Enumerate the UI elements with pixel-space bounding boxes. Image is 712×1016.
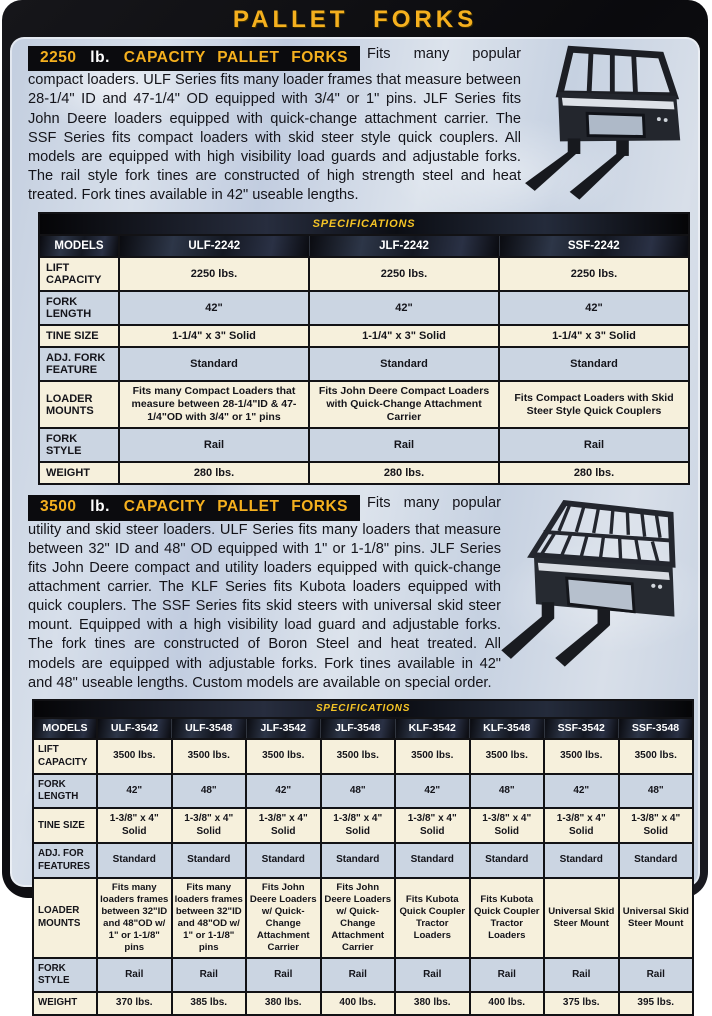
spec-value-cell: Rail — [97, 958, 172, 992]
spec-value-cell: 1-3/8" x 4" Solid — [172, 808, 247, 843]
spec-value-cell: Rail — [172, 958, 247, 992]
model-header-cell: SSF-3548 — [619, 718, 694, 739]
spec-value-cell: Standard — [97, 843, 172, 877]
spec-row — [39, 325, 689, 347]
spec-row-label: WEIGHT — [33, 992, 97, 1015]
spec-value-cell: 42" — [309, 291, 499, 325]
spec-value-cell: Standard — [544, 843, 619, 877]
spec-value-cell: 370 lbs. — [97, 992, 172, 1015]
spec-value-cell: 1-3/8" x 4" Solid — [321, 808, 396, 843]
spec-row — [39, 257, 689, 291]
spec-value-cell: 2250 lbs. — [499, 257, 689, 291]
intro-text: Fits many popular compact loaders. ULF Series fits many loader frames that measure between 28-1/4" ID and 47-1/4" OD equipped with 3/4" or 1" pins. JLF Series fits John Deere loaders equipped with quick-change attachment carrier. The SSF Series fits compact loaders with skid steer style quick couplers. All models are equipped with high visibility load guards and adjustable forks. The rail style fork tines are constructed of high strength steel and heat treated. Fork tines available in 42" useable lengths. — [28, 46, 521, 203]
spec-value-cell: 380 lbs. — [246, 992, 321, 1015]
spec-value-cell: 48" — [470, 774, 545, 808]
spec-row — [33, 992, 693, 1015]
spec-value-cell: Universal Skid Steer Mount — [544, 878, 619, 958]
section-3500 — [28, 494, 687, 1015]
spec-value-cell: Fits Compact Loaders with Skid Steer Style Quick Couplers — [499, 381, 689, 428]
page-title: PALLET FORKS — [232, 6, 478, 33]
spec-value-cell: 42" — [97, 774, 172, 808]
model-header-cell: JLF-3548 — [321, 718, 396, 739]
badge-unit: lb. — [90, 498, 110, 516]
model-header-cell: ULF-2242 — [119, 235, 309, 257]
spec-value-cell: 3500 lbs. — [470, 739, 545, 773]
pallet-fork-2250-photo — [527, 43, 687, 201]
spec-value-cell: Rail — [395, 958, 470, 992]
model-header-cell: JLF-2242 — [309, 235, 499, 257]
spec-value-cell: 42" — [119, 291, 309, 325]
spec-value-cell: Rail — [470, 958, 545, 992]
spec-row-label: ADJ. FOR FEATURES — [33, 843, 97, 877]
pallet-fork-illustration — [527, 43, 687, 201]
spec-value-cell: 1-1/4" x 3" Solid — [309, 325, 499, 347]
spec-row-label: TINE SIZE — [39, 325, 119, 347]
spec-value-cell: 48" — [172, 774, 247, 808]
spec-table-3500 — [32, 699, 694, 1016]
spec-value-cell: Rail — [119, 428, 309, 462]
spec-value-cell: Standard — [246, 843, 321, 877]
spec-row — [33, 808, 693, 843]
spec-value-cell: 3500 lbs. — [246, 739, 321, 773]
spec-value-cell: 400 lbs. — [321, 992, 396, 1015]
spec-row — [33, 774, 693, 808]
spec-value-cell: Rail — [321, 958, 396, 992]
spec-row — [33, 958, 693, 992]
spec-value-cell: Rail — [499, 428, 689, 462]
spec-row — [39, 428, 689, 462]
spec-value-cell: 280 lbs. — [309, 462, 499, 484]
badge-capacity: 3500 — [40, 498, 77, 516]
pallet-fork-3500-photo — [509, 494, 687, 668]
spec-row-label: TINE SIZE — [33, 808, 97, 843]
spec-value-cell: Fits many Compact Loaders that measure between 28-1/4"ID & 47-1/4"OD with 3/4" or 1" pins — [119, 381, 309, 428]
spec-value-cell: Fits many loaders frames between 32"ID and 48"OD w/ 1" or 1-1/8" pins — [97, 878, 172, 958]
spec-row — [33, 739, 693, 773]
spec-value-cell: 48" — [619, 774, 694, 808]
spec-row-label: FORK STYLE — [33, 958, 97, 992]
spec-value-cell: Standard — [470, 843, 545, 877]
spec-value-cell: Fits Kubota Quick Coupler Tractor Loaders — [395, 878, 470, 958]
models-row-label: MODELS — [39, 235, 119, 257]
model-header-cell: SSF-2242 — [499, 235, 689, 257]
capacity-badge-2250 — [28, 46, 360, 71]
badge-label: CAPACITY PALLET FORKS — [123, 49, 348, 66]
spec-value-cell: 3500 lbs. — [97, 739, 172, 773]
models-row-label: MODELS — [33, 718, 97, 739]
badge-capacity: 2250 — [40, 49, 77, 66]
spec-row-label: FORK STYLE — [39, 428, 119, 462]
model-header-cell: ULF-3548 — [172, 718, 247, 739]
intro-text: Fits many popular utility and skid steer loaders. ULF Series fits many loaders that measure between 32" ID and 48" OD equipped with 1" or 1-1/8" pins. JLF Series fits John Deere compact and utility loaders equipped with quick-change attachment carrier. The KLF Series fits Kubota loaders equipped with quick couplers. The SSF Series fits skid steers with universal skid steer mount. Equipped with a high visibility load guard and adjustable forks. The fork tines are constructed of Boron Steel and heat treated. All models are equipped with adjustable forks. Fork tines available in 42" and 48" useable lengths. Custom models are available on special order. — [28, 495, 501, 691]
spec-value-cell: 385 lbs. — [172, 992, 247, 1015]
spec-row — [33, 843, 693, 877]
spec-value-cell: 280 lbs. — [499, 462, 689, 484]
capacity-badge-3500 — [28, 495, 360, 520]
spec-row-label: LOADER MOUNTS — [33, 878, 97, 958]
spec-row-label: FORK LENGTH — [39, 291, 119, 325]
spec-value-cell: 1-3/8" x 4" Solid — [544, 808, 619, 843]
spec-value-cell: 1-3/8" x 4" Solid — [619, 808, 694, 843]
spec-value-cell: 3500 lbs. — [172, 739, 247, 773]
pallet-fork-grid-illustration — [509, 494, 687, 668]
model-header-cell: JLF-3542 — [246, 718, 321, 739]
spec-value-cell: Rail — [619, 958, 694, 992]
spec-row-label: LIFT CAPACITY — [33, 739, 97, 773]
content-panel — [10, 37, 700, 1009]
spec-row — [39, 291, 689, 325]
spec-value-cell: 380 lbs. — [395, 992, 470, 1015]
spec-value-cell: Rail — [309, 428, 499, 462]
spec-value-cell: 3500 lbs. — [619, 739, 694, 773]
spec-value-cell: 3500 lbs. — [544, 739, 619, 773]
spec-row — [33, 878, 693, 958]
spec-value-cell: Fits John Deere Compact Loaders with Quick-Change Attachment Carrier — [309, 381, 499, 428]
spec-value-cell: 42" — [499, 291, 689, 325]
spec-value-cell: Standard — [309, 347, 499, 381]
spec-value-cell: Standard — [119, 347, 309, 381]
model-header-cell: SSF-3542 — [544, 718, 619, 739]
spec-value-cell: Rail — [544, 958, 619, 992]
spec-value-cell: 3500 lbs. — [321, 739, 396, 773]
spec-value-cell: Fits Kubota Quick Coupler Tractor Loaders — [470, 878, 545, 958]
spec-row-label: LOADER MOUNTS — [39, 381, 119, 428]
spec-row — [39, 347, 689, 381]
spec-value-cell: 42" — [246, 774, 321, 808]
spec-value-cell: 1-3/8" x 4" Solid — [470, 808, 545, 843]
spec-row — [39, 381, 689, 428]
spec-value-cell: Standard — [321, 843, 396, 877]
spec-value-cell: 42" — [395, 774, 470, 808]
spec-row — [39, 462, 689, 484]
spec-value-cell: 1-1/4" x 3" Solid — [499, 325, 689, 347]
spec-value-cell: 3500 lbs. — [395, 739, 470, 773]
spec-value-cell: Standard — [499, 347, 689, 381]
badge-unit: lb. — [90, 49, 110, 66]
model-header-cell: ULF-3542 — [97, 718, 172, 739]
model-header-cell: KLF-3548 — [470, 718, 545, 739]
spec-value-cell: 1-3/8" x 4" Solid — [97, 808, 172, 843]
spec-value-cell: Standard — [395, 843, 470, 877]
section-2250 — [28, 45, 687, 485]
spec-value-cell: 48" — [321, 774, 396, 808]
spec-value-cell: Fits John Deere Loaders w/ Quick-Change Attachment Carrier — [246, 878, 321, 958]
spec-row-label: FORK LENGTH — [33, 774, 97, 808]
spec-value-cell: 280 lbs. — [119, 462, 309, 484]
spec-banner: SPECIFICATIONS — [33, 700, 693, 719]
spec-value-cell: Universal Skid Steer Mount — [619, 878, 694, 958]
spec-value-cell: Fits many loaders frames between 32"ID and 48"OD w/ 1" or 1-1/8" pins — [172, 878, 247, 958]
spec-value-cell: 375 lbs. — [544, 992, 619, 1015]
badge-label: CAPACITY PALLET FORKS — [123, 498, 348, 516]
spec-value-cell: 1-3/8" x 4" Solid — [395, 808, 470, 843]
spec-value-cell: 2250 lbs. — [309, 257, 499, 291]
spec-value-cell: 42" — [544, 774, 619, 808]
model-header-cell: KLF-3542 — [395, 718, 470, 739]
catalog-board — [2, 0, 708, 1009]
spec-value-cell: 2250 lbs. — [119, 257, 309, 291]
spec-value-cell: 1-3/8" x 4" Solid — [246, 808, 321, 843]
spec-value-cell: 1-1/4" x 3" Solid — [119, 325, 309, 347]
spec-row-label: WEIGHT — [39, 462, 119, 484]
spec-value-cell: Fits John Deere Loaders w/ Quick-Change Attachment Carrier — [321, 878, 396, 958]
spec-row-label: ADJ. FORK FEATURE — [39, 347, 119, 381]
spec-value-cell: Standard — [172, 843, 247, 877]
spec-row-label: LIFT CAPACITY — [39, 257, 119, 291]
spec-value-cell: Standard — [619, 843, 694, 877]
spec-banner: SPECIFICATIONS — [39, 213, 689, 235]
spec-value-cell: 395 lbs. — [619, 992, 694, 1015]
spec-value-cell: 400 lbs. — [470, 992, 545, 1015]
spec-table-2250 — [38, 212, 690, 485]
spec-value-cell: Rail — [246, 958, 321, 992]
